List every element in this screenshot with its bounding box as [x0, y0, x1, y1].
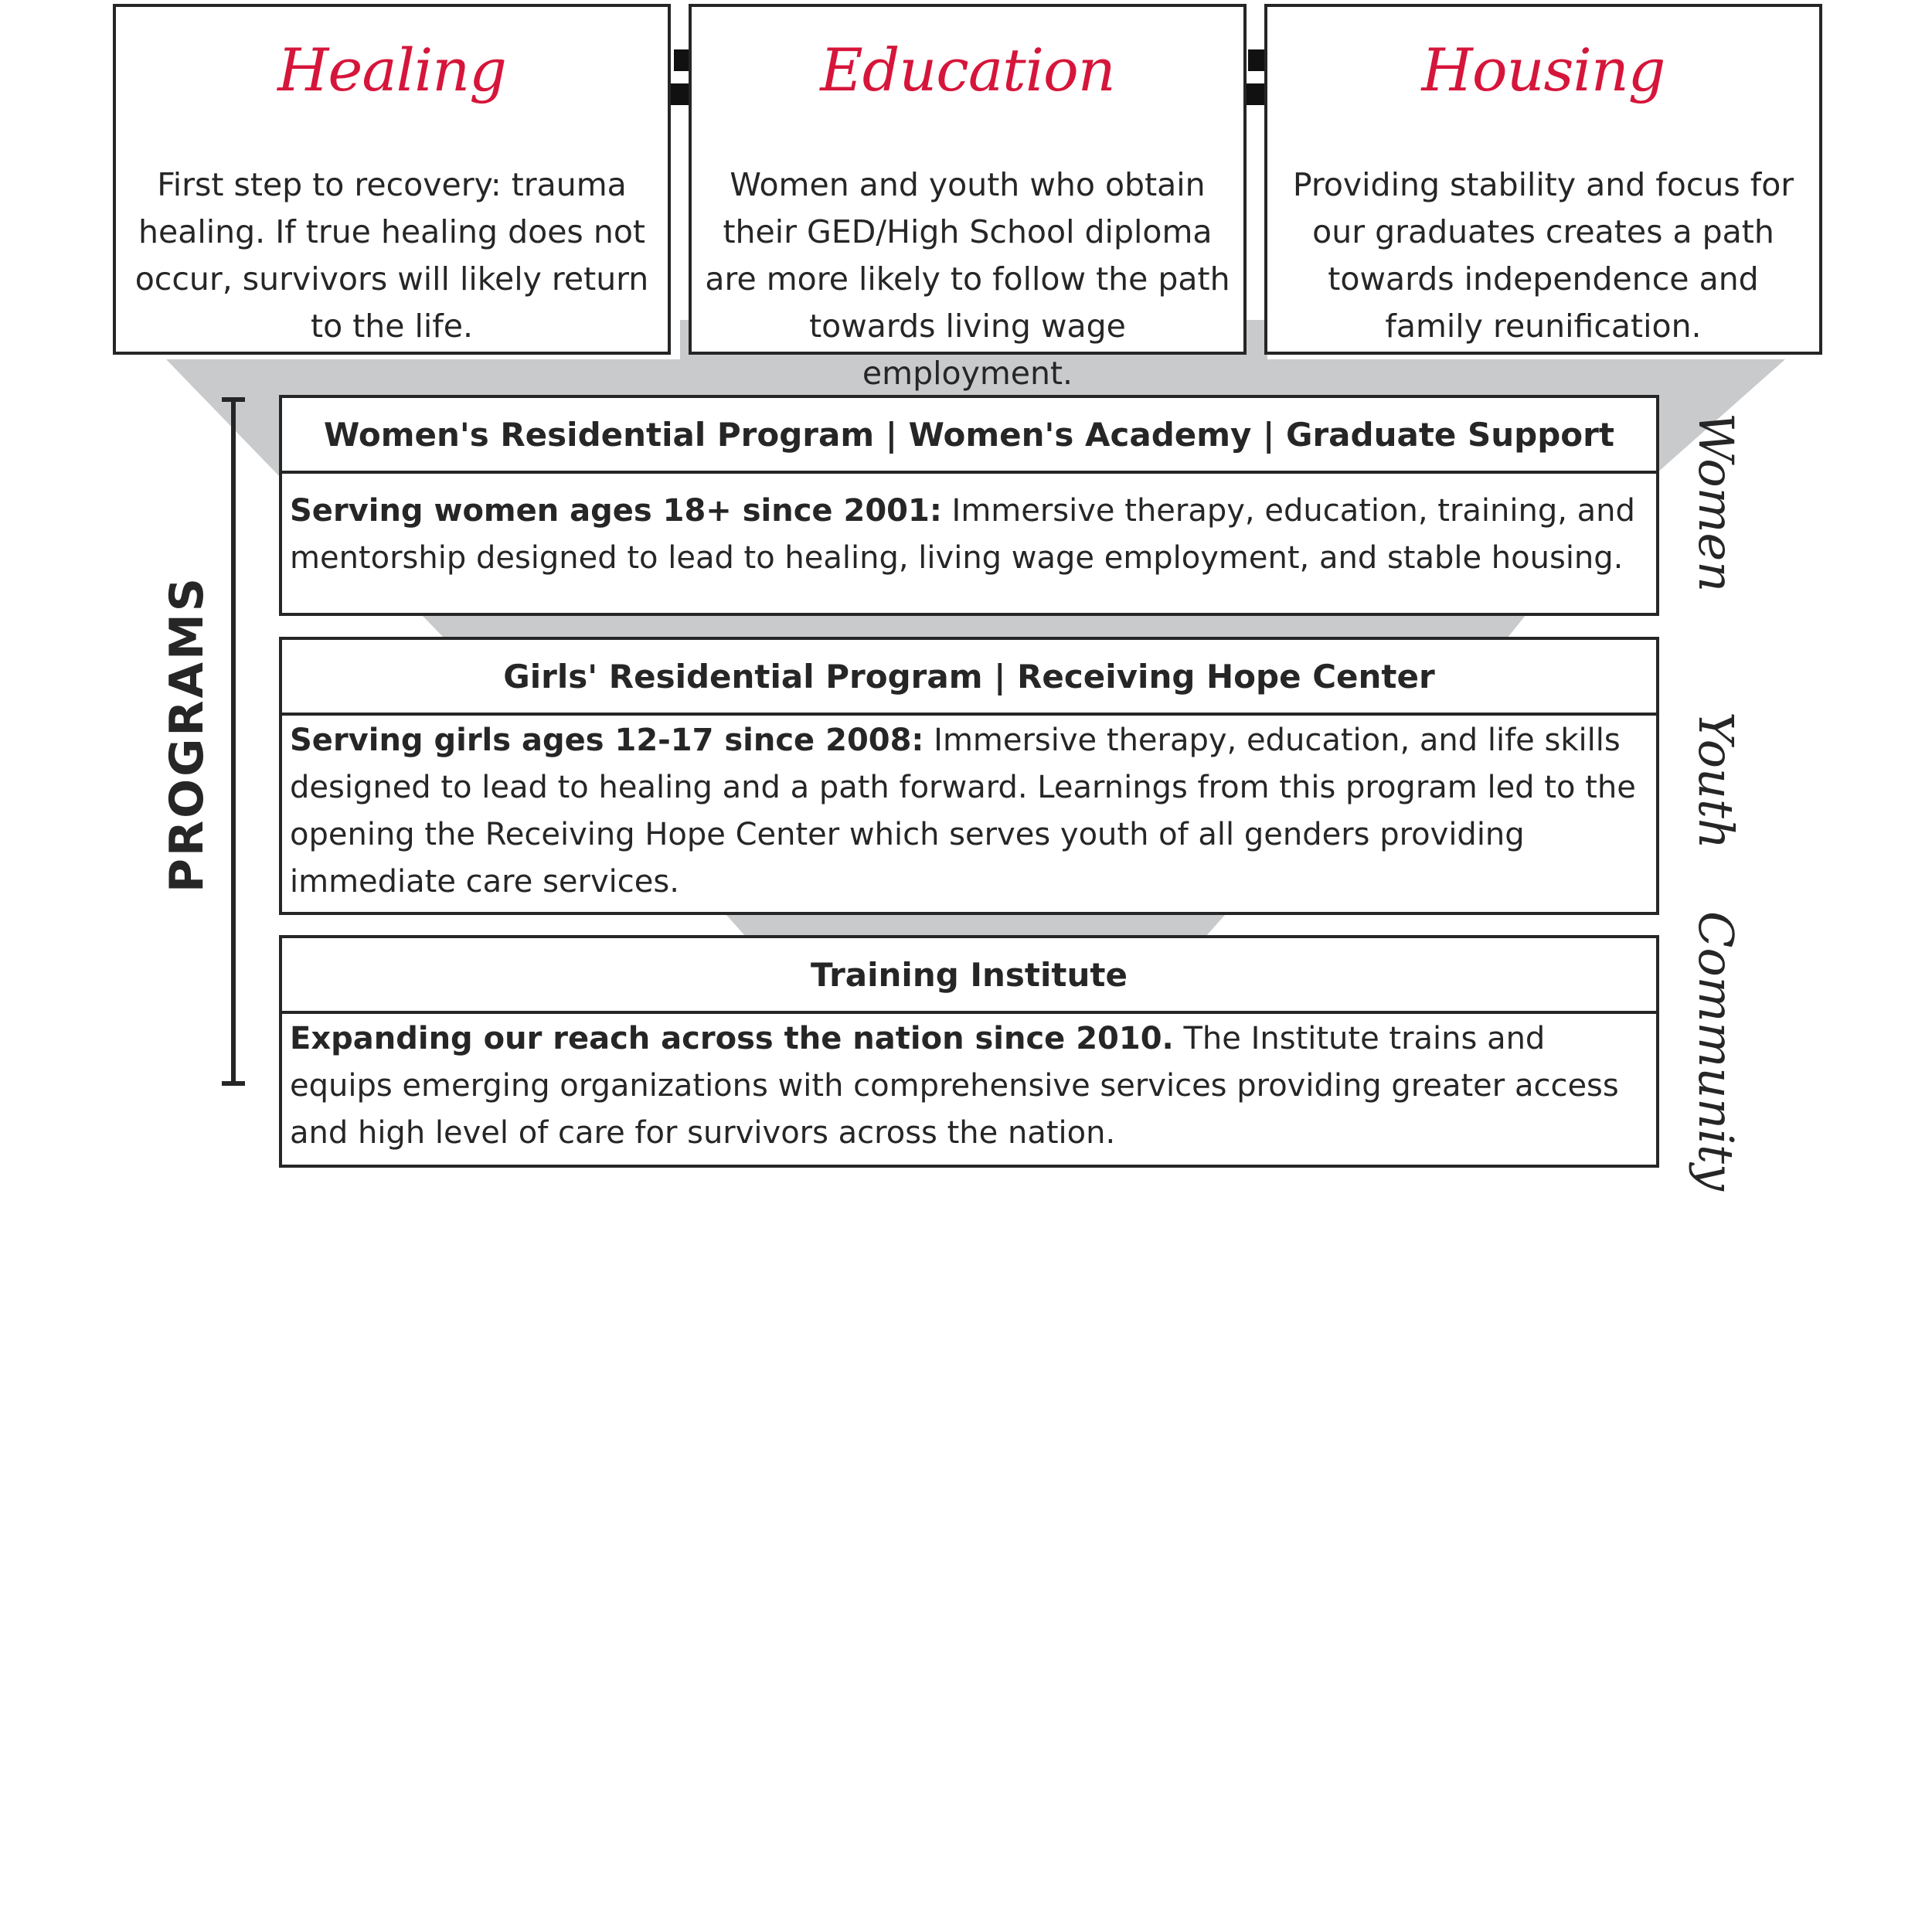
program-description [282, 716, 1656, 906]
pillar-description: First step to recovery: trauma healing. If true healing does not occur, survivors will likely return to the life. [134, 166, 649, 345]
pillar-healing [113, 4, 671, 355]
pillar-description: Providing stability and focus for our graduates creates a path towards independence and family reunification. [1292, 166, 1794, 345]
program-body-text: Immersive therapy, education, training, and mentorship designed to lead to healing, living wage employment, and stable housing. [290, 493, 1635, 576]
program-description [282, 1014, 1656, 1157]
pillar-title: Healing [277, 36, 506, 104]
program-lead: Serving women ages 18+ since 2001: [290, 493, 942, 529]
audience-label-text: Women [1688, 412, 1744, 593]
programs-label-text: PROGRAMS [160, 576, 214, 893]
program-description [282, 474, 1656, 582]
program-body-text: The Institute trains and equips emerging organizations with comprehensive services providing greater access and high level of care for survivors across the nation. [290, 1021, 1619, 1151]
audience-label-text: Youth [1688, 712, 1744, 849]
program-heading: Women's Residential Program | Women's Academy | Graduate Support [282, 398, 1656, 474]
pillar-description: Women and youth who obtain their GED/High School diploma are more likely to follow the path towards living wage employment. [705, 166, 1230, 392]
program-body-text: Immersive therapy, education, and life skills designed to lead to healing and a path forward. Learnings from this program led to the opening the Receiving Hope Center which serves youth of all genders providing immediate care services. [290, 723, 1636, 900]
program-youth [279, 637, 1659, 915]
pillar-housing [1264, 4, 1822, 355]
program-heading: Training Institute [282, 938, 1656, 1014]
audience-label-text: Community [1688, 911, 1744, 1191]
program-community [279, 935, 1659, 1168]
funnel-shape-middle [421, 614, 1526, 638]
program-women [279, 395, 1659, 616]
programs-bracket [222, 400, 245, 1083]
program-lead: Serving girls ages 12-17 since 2008: [290, 723, 924, 758]
program-heading: Girls' Residential Program | Receiving Hope Center [282, 640, 1656, 716]
pillar-title: Education [820, 36, 1115, 104]
funnel-shape-bottom [726, 915, 1225, 937]
program-lead: Expanding our reach across the nation since 2010. [290, 1021, 1174, 1056]
pillar-title: Housing [1421, 36, 1665, 104]
pillar-education [689, 4, 1247, 392]
